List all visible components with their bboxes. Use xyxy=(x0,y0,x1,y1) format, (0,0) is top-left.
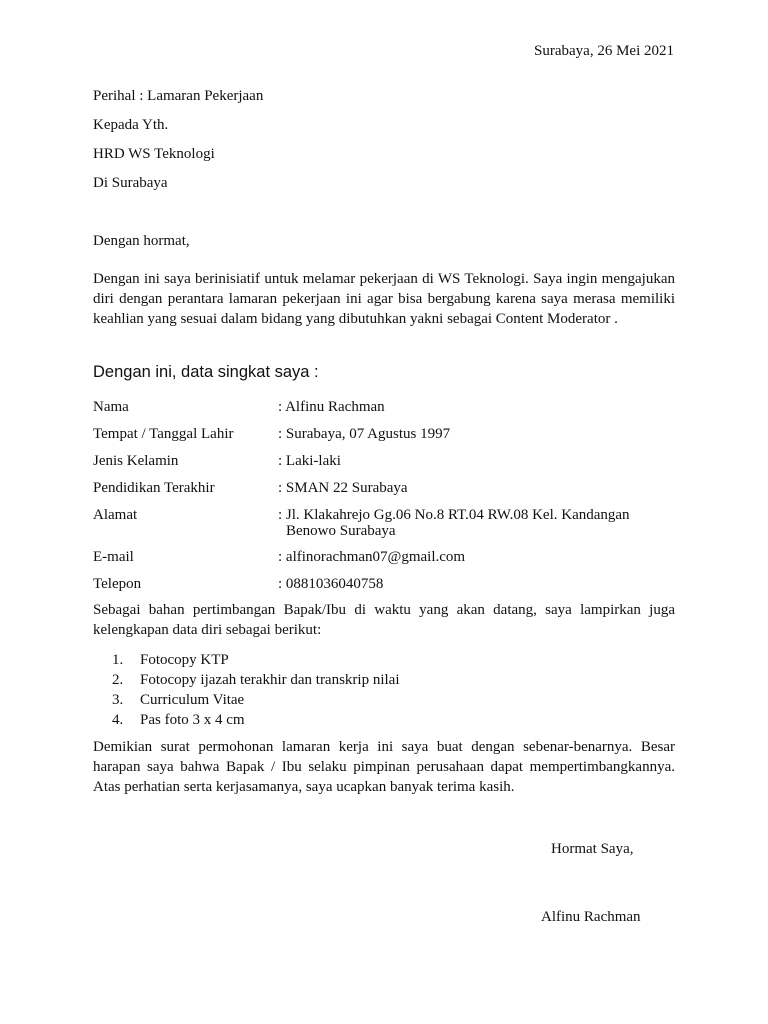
subject-line: Perihal : Lamaran Pekerjaan xyxy=(93,88,264,104)
recipient-line: Kepada Yth. xyxy=(93,117,169,133)
list-item xyxy=(112,690,400,710)
greeting: Dengan hormat, xyxy=(93,233,190,249)
data-value: : Alfinu Rachman xyxy=(278,399,385,415)
data-row xyxy=(93,399,675,426)
list-number: 4. xyxy=(112,712,124,728)
data-row xyxy=(93,453,675,480)
recipient-line: HRD WS Teknologi xyxy=(93,146,215,162)
data-row xyxy=(93,507,675,549)
place-date: Surabaya, 26 Mei 2021 xyxy=(534,43,674,59)
closing-paragraph: Demikian surat permohonan lamaran kerja ini saya buat dengan sebenar-benarnya. Besar harapan saya bahwa Bapak / Ibu selaku pimpinan perusahaan dapat mempertimbangkannya. Atas perhatian serta kerjasamanya, saya ucapkan banyak terima kasih. xyxy=(93,739,675,795)
list-text: Fotocopy ijazah terakhir dan transkrip nilai xyxy=(140,672,400,688)
data-value: : alfinorachman07@gmail.com xyxy=(278,549,466,565)
data-row xyxy=(93,426,675,453)
data-label: E-mail xyxy=(93,549,134,565)
list-text: Curriculum Vitae xyxy=(140,692,245,708)
list-number: 1. xyxy=(112,652,124,668)
data-heading: Dengan ini, data singkat saya : xyxy=(93,363,319,381)
data-label: Tempat / Tanggal Lahir xyxy=(93,426,234,442)
signer-name: Alfinu Rachman xyxy=(541,909,641,925)
data-value: : 0881036040758 xyxy=(278,576,384,592)
personal-data-table xyxy=(93,399,675,603)
data-value xyxy=(278,507,675,549)
data-row xyxy=(93,576,675,603)
list-number: 2. xyxy=(112,672,124,688)
data-label: Pendidikan Terakhir xyxy=(93,480,215,496)
list-item xyxy=(112,710,400,730)
sign-off: Hormat Saya, xyxy=(551,841,634,857)
attachment-intro: Sebagai bahan pertimbangan Bapak/Ibu di waktu yang akan datang, saya lampirkan juga kelengkapan data diri sebagai berikut: xyxy=(93,602,675,638)
address-line: : Jl. Klakahrejo Gg.06 No.8 RT.04 RW.08 Kel. Kandangan xyxy=(278,507,630,523)
data-label: Telepon xyxy=(93,576,142,592)
data-label: Alamat xyxy=(93,507,138,523)
list-item xyxy=(112,670,400,690)
data-value: : Surabaya, 07 Agustus 1997 xyxy=(278,426,451,442)
data-value: : SMAN 22 Surabaya xyxy=(278,480,408,496)
list-number: 3. xyxy=(112,692,124,708)
data-row xyxy=(93,480,675,507)
data-value: : Laki-laki xyxy=(278,453,341,469)
address-line: Benowo Surabaya xyxy=(286,523,396,539)
recipient-line: Di Surabaya xyxy=(93,175,168,191)
intro-paragraph: Dengan ini saya berinisiatif untuk melamar pekerjaan di WS Teknologi. Saya ingin mengajukan diri dengan perantara lamaran pekerjaan ini agar bisa bergabung karena saya merasa memiliki keahlian yang sesuai dalam bidang yang dibutuhkan yakni sebagai Content Moderator . xyxy=(93,271,675,327)
data-row xyxy=(93,549,675,576)
data-label: Nama xyxy=(93,399,129,415)
data-label: Jenis Kelamin xyxy=(93,453,179,469)
attachment-list xyxy=(112,650,400,730)
list-item xyxy=(112,650,400,670)
list-text: Pas foto 3 x 4 cm xyxy=(140,712,245,728)
list-text: Fotocopy KTP xyxy=(140,652,229,668)
